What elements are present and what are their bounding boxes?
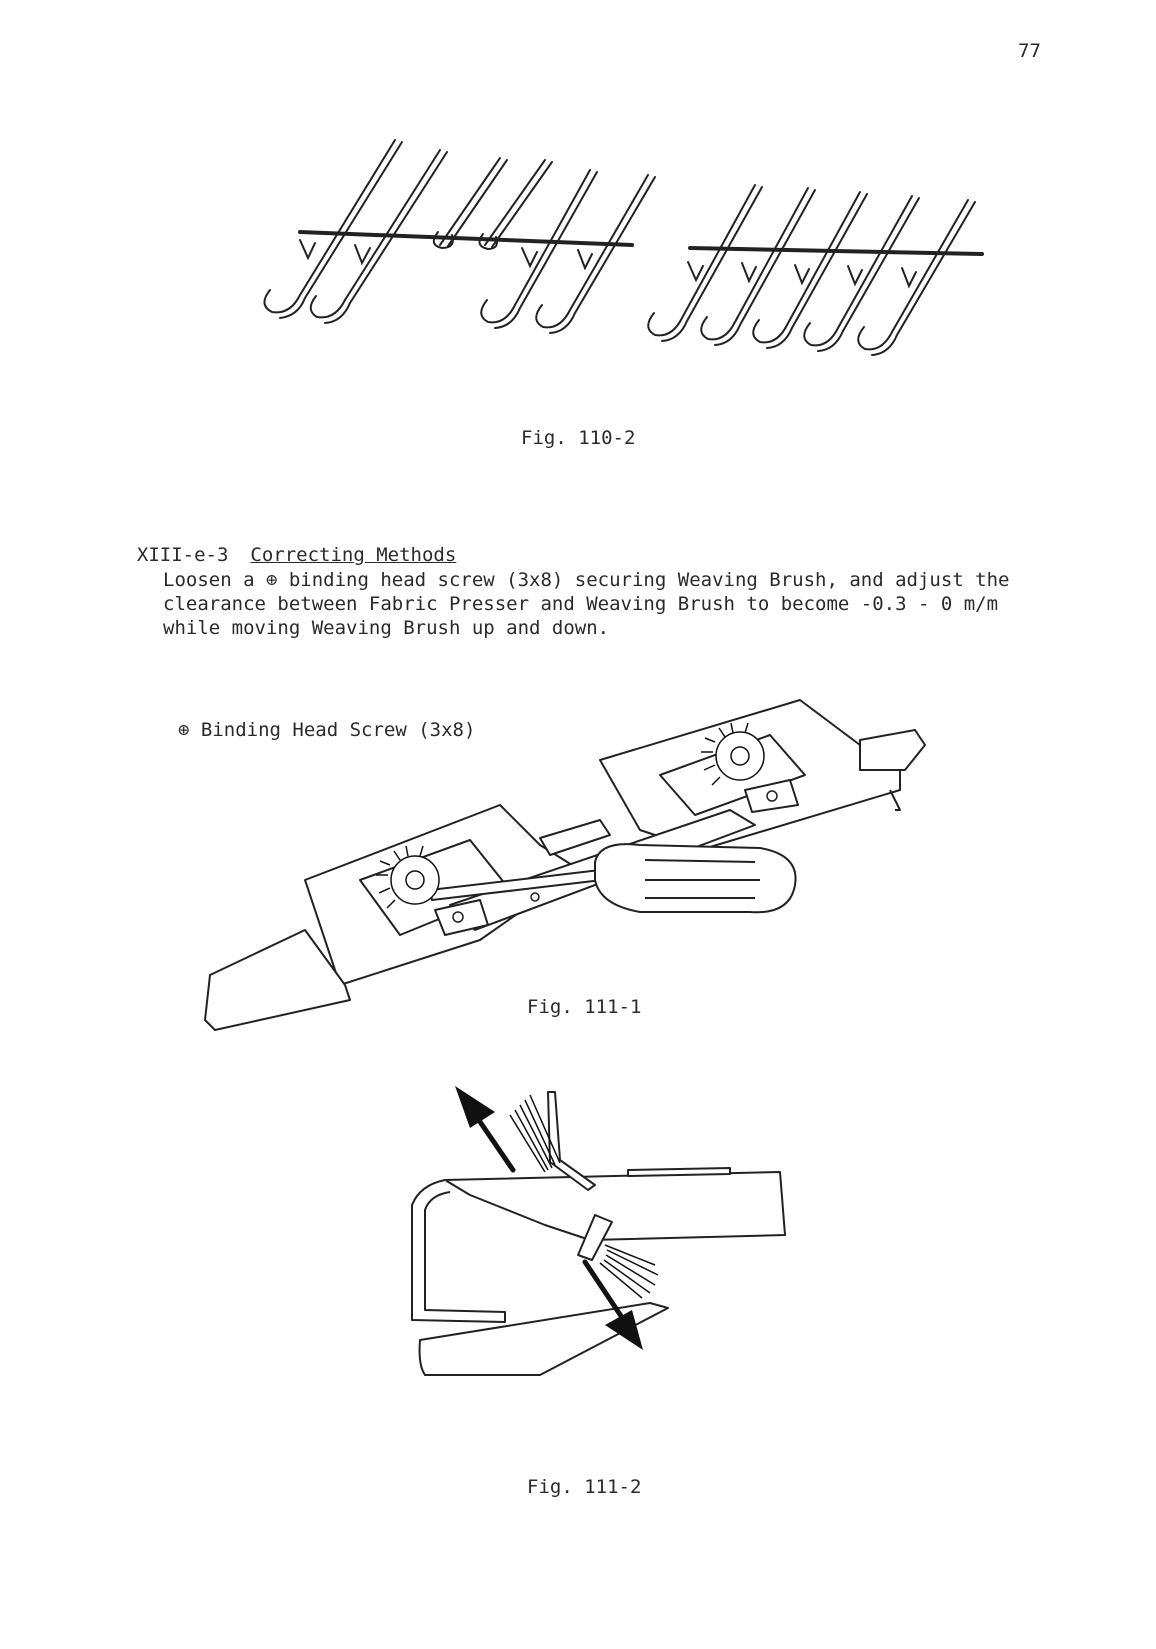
- paragraph-line: clearance between Fabric Presser and Weaving Brush to become -0.3 - 0 m/m: [163, 593, 999, 615]
- binding-head-screw-callout: ⊕ Binding Head Screw (3x8): [178, 719, 476, 741]
- fig-111-2-caption: Fig. 111-2: [527, 1476, 642, 1498]
- paragraph-line: Loosen a ⊕ binding head screw (3x8) securing Weaving Brush, and adjust the: [163, 569, 1010, 591]
- fig-111-1-caption: Fig. 111-1: [527, 996, 642, 1018]
- section-title: Correcting Methods: [250, 544, 457, 566]
- section-number: XIII-e-3: [136, 544, 229, 566]
- page-number: 77: [1018, 40, 1041, 62]
- fig-110-2-caption: Fig. 110-2: [521, 427, 636, 449]
- paragraph-line: while moving Weaving Brush up and down.: [163, 617, 610, 639]
